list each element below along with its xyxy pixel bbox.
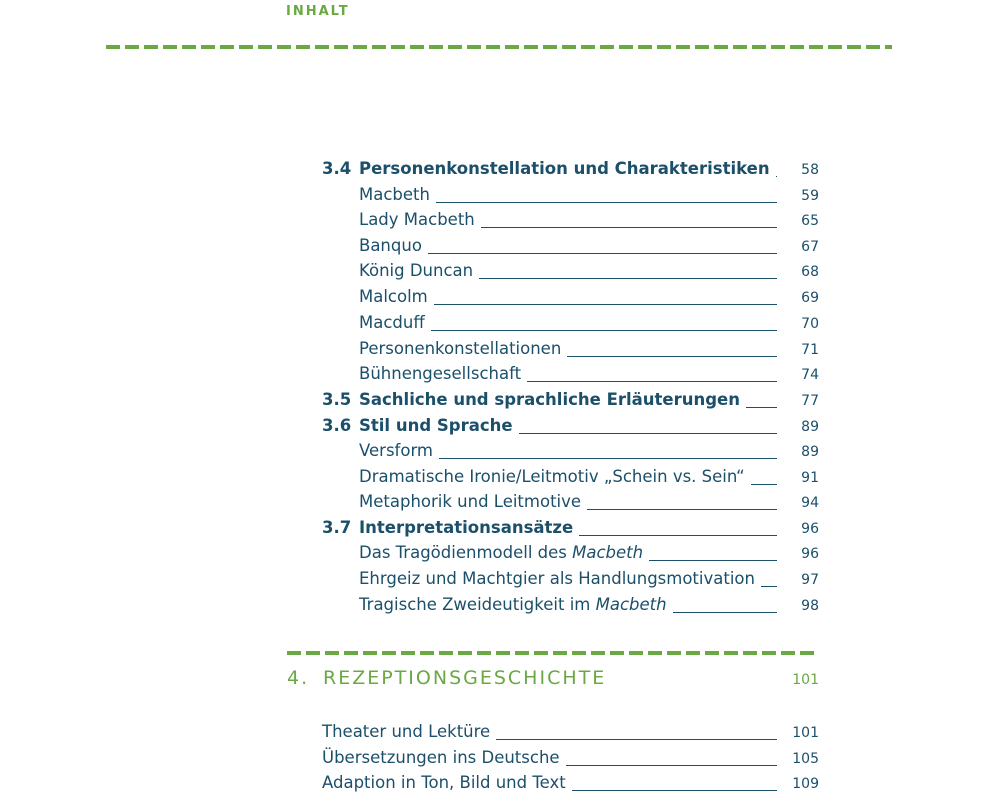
toc-entry-page: 74 [801,367,819,383]
toc-entry-3-5[interactable] [322,390,819,414]
toc-entry-page: 68 [801,264,819,280]
toc-entry-title: Tragische Zweideutigkeit im Macbeth [359,595,667,614]
toc-entry-title: Adaption in Ton, Bild und Text [322,773,566,792]
toc-entry-page: 97 [801,572,819,588]
toc-entry[interactable] [322,185,819,209]
toc-entry-title: Personenkonstellationen [359,339,562,358]
chapter-number: 4. [287,667,310,689]
toc-entry-page: 91 [801,470,819,486]
toc-entry-title: Banquo [359,236,422,255]
toc-entry-page: 89 [801,444,819,460]
dot-leader [434,303,777,305]
toc-entry[interactable] [322,748,819,772]
toc-entry[interactable] [322,236,819,260]
chapter-title: REZEPTIONSGESCHICHTE [323,667,607,689]
toc-entry-page: 109 [792,776,819,792]
toc-entry[interactable] [322,467,819,491]
chapter-heading-4[interactable] [287,667,819,697]
toc-entry[interactable] [322,364,819,388]
toc-entry[interactable] [322,261,819,285]
toc-entry-title-italic: Macbeth [595,595,667,614]
toc-entry-number: 3.4 [322,159,352,178]
dot-leader [519,432,777,434]
toc-entry-title: König Duncan [359,261,474,280]
dot-leader [479,277,777,279]
toc-entry-title: Ehrgeiz und Machtgier als Handlungsmotivation [359,569,755,588]
toc-entry-title: Das Tragödienmodell des Macbeth [359,543,644,562]
toc-entry-page: 58 [801,162,819,178]
toc-entry-page: 65 [801,213,819,229]
chapter-page: 101 [792,672,819,688]
running-head: INHALT [286,4,350,19]
toc-entry[interactable] [322,595,819,619]
dot-leader [751,483,777,485]
dot-leader [673,611,777,613]
toc-entry-page: 105 [792,751,819,767]
toc-entry-number: 3.5 [322,390,352,409]
toc-entry[interactable] [322,313,819,337]
toc-entry-title: Personenkonstellation und Charakteristiken [359,159,770,178]
toc-entry[interactable] [322,543,819,567]
toc-entry[interactable] [322,569,819,593]
toc-entry-page: 77 [801,393,819,409]
toc-entry-title-italic: Macbeth [572,543,644,562]
toc-entry-page: 89 [801,419,819,435]
toc-entry-page: 101 [792,725,819,741]
dot-leader [567,355,777,357]
toc-entry-title: Macduff [359,313,425,332]
toc-entry-title: Theater und Lektüre [322,722,491,741]
toc-entry-page: 67 [801,239,819,255]
toc-entry-page: 94 [801,495,819,511]
dot-leader [761,585,777,587]
dot-leader [431,329,777,331]
toc-entry[interactable] [322,287,819,311]
toc-entry-page: 96 [801,546,819,562]
toc-entry-page: 69 [801,290,819,306]
dot-leader [587,508,777,510]
toc-entry-number: 3.7 [322,518,352,537]
toc-entry[interactable] [322,492,819,516]
toc-entry-3-6[interactable] [322,416,819,440]
toc-entry-title: Metaphorik und Leitmotive [359,492,582,511]
dot-leader [496,738,777,740]
toc-entry-3-7[interactable] [322,518,819,542]
dot-leader [746,406,777,408]
dot-leader [436,201,777,203]
toc-entry-title: Interpretationsansätze [359,518,574,537]
dot-leader [566,764,777,766]
toc-entry-title: Übersetzungen ins Deutsche [322,748,560,767]
top-dashed-rule [106,45,892,49]
dot-leader [649,559,777,561]
toc-entry-title: Macbeth [359,185,430,204]
toc-entry-title: Versform [359,441,434,460]
dot-leader [481,226,777,228]
dot-leader [572,789,777,791]
toc-entry-title: Bühnengesellschaft [359,364,522,383]
toc-entry-3-4[interactable] [322,159,819,183]
toc-entry-page: 71 [801,342,819,358]
dot-leader [439,457,777,459]
dot-leader [776,175,777,177]
toc-entry-title: Lady Macbeth [359,210,475,229]
chapter-dashed-rule [287,651,819,655]
toc-entry-page: 70 [801,316,819,332]
toc-entry[interactable] [322,722,819,746]
toc-entry-title: Stil und Sprache [359,416,513,435]
toc-entry-title: Sachliche und sprachliche Erläuterungen [359,390,740,409]
toc-entry[interactable] [322,773,819,797]
toc-entry-title: Dramatische Ironie/Leitmotiv „Schein vs. Sein“ [359,467,745,486]
toc-entry[interactable] [322,441,819,465]
toc-entry-page: 96 [801,521,819,537]
toc-entry-page: 98 [801,598,819,614]
toc-entry[interactable] [322,339,819,363]
toc-entry-title: Malcolm [359,287,428,306]
dot-leader [527,380,777,382]
toc-entry-number: 3.6 [322,416,352,435]
toc-entry[interactable] [322,210,819,234]
dot-leader [428,252,777,254]
dot-leader [579,534,777,536]
toc-entry-page: 59 [801,188,819,204]
